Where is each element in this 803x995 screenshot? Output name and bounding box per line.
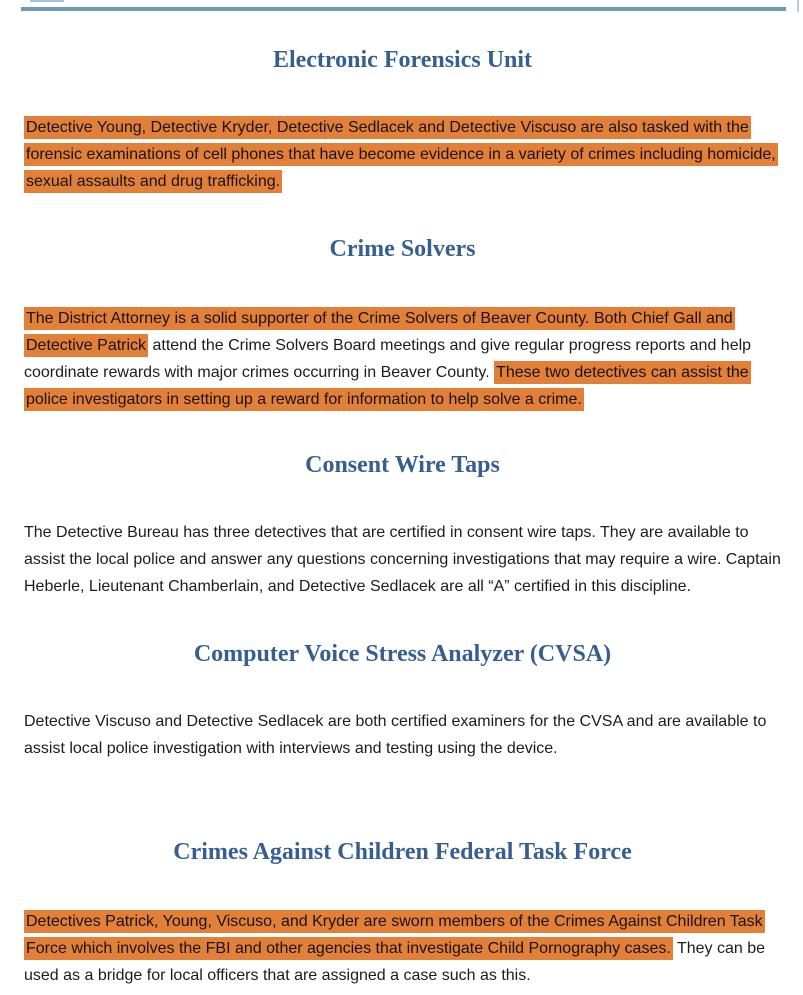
section-heading-crime-solvers: Crime Solvers — [329, 236, 476, 262]
highlighted-text-segment: Detectives Patrick, Young, Viscuso, and Kryder are sworn members of the Crimes Against Children Task Force which involves the FBI and other agencies that investigate Child Pornography cases. — [24, 910, 765, 960]
section-heading-consent-wire-taps: Consent Wire Taps — [305, 452, 500, 478]
paragraph-crimes-against-children — [24, 908, 781, 989]
highlighted-text-segment: The District Attorney is a solid supporter of the Crime Solvers of Beaver County. Both Chief Gall and Detective Patrick — [24, 307, 735, 357]
highlighted-text-segment: These two detectives can assist the police investigators in setting up a reward for information to help solve a crime. — [24, 361, 751, 411]
highlighted-text-segment: Detective Young, Detective Kryder, Detective Sedlacek and Detective Viscuso are also tasked with the forensic examinations of cell phones that have become evidence in a variety of crimes including homicide, sexual assaults and drug trafficking. — [24, 116, 778, 193]
paragraph-crime-solvers — [24, 305, 781, 413]
plain-text-segment: They can be used as a bridge for local officers that are assigned a case such as this. — [24, 940, 766, 984]
section-heading-crimes-against-children: Crimes Against Children Federal Task Force — [173, 839, 632, 865]
paragraph-consent-wire-taps: The Detective Bureau has three detectives that are certified in consent wire taps. They are available to assist the local police and answer any questions concerning investigations that may require a wire. Captain Heberle, Lieutenant Chamberlain, and Detective Sedlacek are all “A” certified in this discipline. — [24, 524, 781, 595]
section-heading-cvsa: Computer Voice Stress Analyzer (CVSA) — [193, 641, 612, 667]
plain-text-segment: attend the Crime Solvers Board meetings and give regular progress reports and help coordinate rewards with major crimes occurring in Beaver County. — [24, 337, 752, 381]
paragraph-electronic-forensics-unit — [24, 114, 781, 195]
section-heading-electronic-forensics-unit: Electronic Forensics Unit — [272, 47, 533, 73]
paragraph-cvsa: Detective Viscuso and Detective Sedlacek are both certified examiners for the CVSA and are available to assist local police investigation with interviews and testing using the device. — [24, 713, 767, 757]
